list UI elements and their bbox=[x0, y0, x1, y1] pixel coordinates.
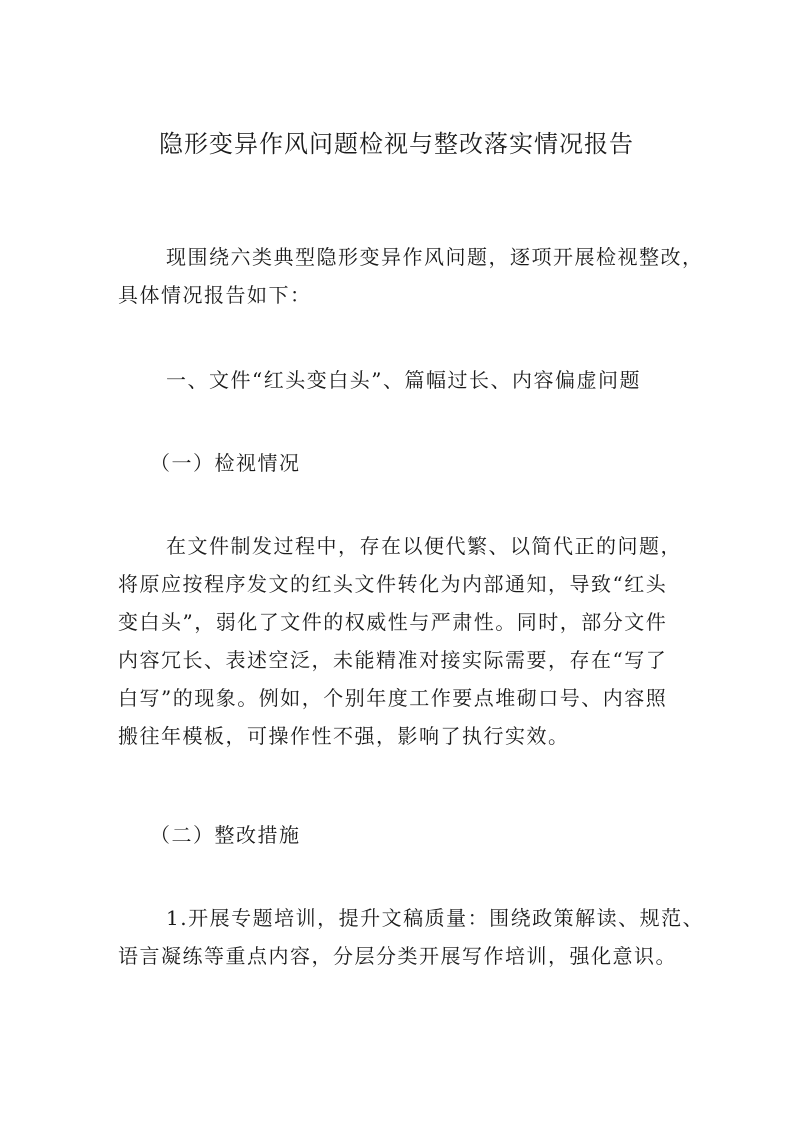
inspection-line-2: 将原应按程序发文的红头文件转化为内部通知，导致“红头 bbox=[118, 572, 668, 596]
inspection-line-1: 在文件制发过程中，存在以便代繁、以简代正的问题， bbox=[166, 534, 682, 558]
document-title: 隐形变异作风问题检视与整改落实情况报告 bbox=[159, 130, 634, 158]
subsection-1-heading: （一）检视情况 bbox=[150, 451, 301, 475]
inspection-line-3: 变白头”，弱化了文件的权威性与严肃性。同时，部分文件 bbox=[118, 610, 668, 634]
inspection-line-4: 内容冗长、表述空泛，未能精准对接实际需要，存在“写了 bbox=[118, 648, 668, 672]
subsection-2-heading: （二）整改措施 bbox=[150, 823, 301, 847]
intro-line-2: 具体情况报告如下： bbox=[118, 283, 312, 307]
measure-item-1-line-1: 1.开展专题培训，提升文稿质量：围绕政策解读、规范、 bbox=[166, 906, 705, 930]
inspection-line-6: 搬往年模板，可操作性不强，影响了执行实效。 bbox=[118, 724, 570, 748]
measure-item-1-line-2: 语言凝练等重点内容，分层分类开展写作培训，强化意识。 bbox=[118, 944, 677, 968]
intro-line-1: 现围绕六类典型隐形变异作风问题，逐项开展检视整改， bbox=[166, 245, 704, 269]
section-1-heading: 一、文件“红头变白头”、篇幅过长、内容偏虚问题 bbox=[166, 368, 641, 392]
inspection-paragraph bbox=[118, 527, 682, 755]
inspection-line-5: 白写”的现象。例如，个别年度工作要点堆砌口号、内容照 bbox=[118, 686, 668, 710]
intro-paragraph bbox=[118, 238, 704, 314]
measure-item-1 bbox=[118, 899, 705, 975]
